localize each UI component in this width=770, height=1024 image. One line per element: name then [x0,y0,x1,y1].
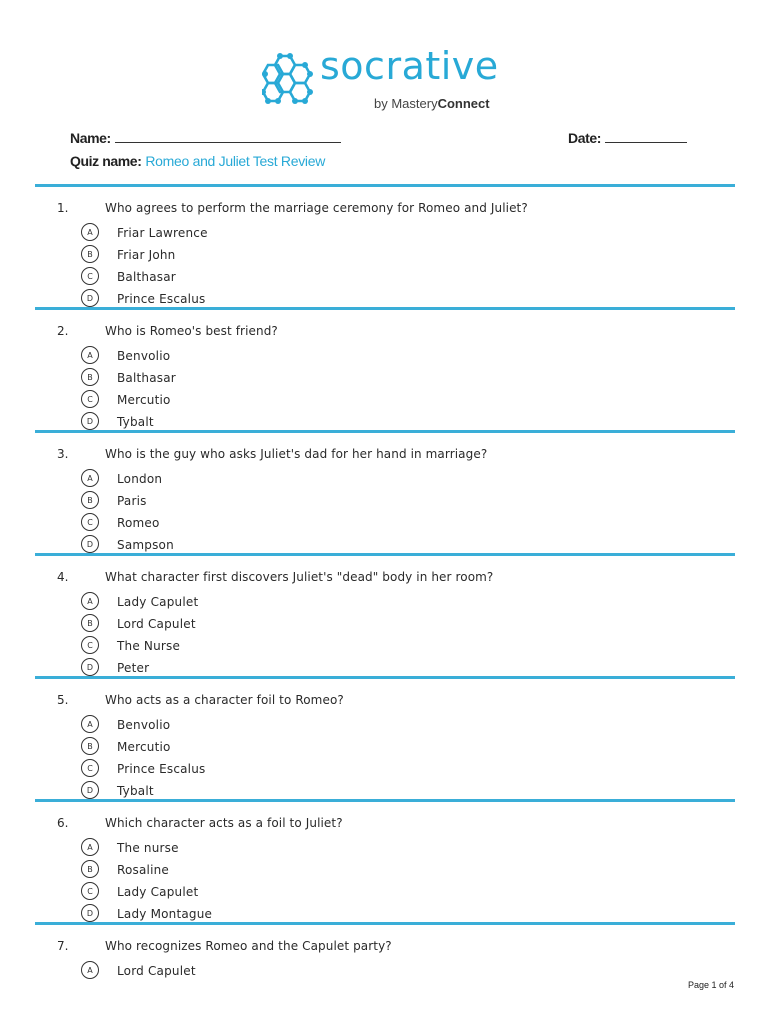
answer-option[interactable] [0,864,770,884]
answer-option[interactable] [0,473,770,493]
section-divider [35,430,735,433]
name-blank[interactable] [115,130,341,143]
answer-option[interactable] [0,640,770,660]
section-divider [35,184,735,187]
answer-label: Lord Capulet [117,964,196,978]
name-label: Name: [70,130,111,146]
question-number: 3. [57,447,69,461]
answer-option[interactable] [0,539,770,559]
answer-bubble[interactable]: D [81,781,99,799]
answer-bubble[interactable]: A [81,715,99,733]
answer-option[interactable] [0,785,770,805]
answer-bubble[interactable]: C [81,636,99,654]
answer-label: Friar John [117,248,176,262]
answer-option[interactable] [0,293,770,313]
logo-byline: by MasteryConnect [374,96,490,111]
answer-label: Paris [117,494,147,508]
date-blank[interactable] [605,130,687,143]
answer-option[interactable] [0,227,770,247]
answer-bubble[interactable]: B [81,368,99,386]
question-text: Who is the guy who asks Juliet's dad for her hand in marriage? [105,447,488,461]
socrative-logo [262,44,512,120]
question-text: Who is Romeo's best friend? [105,324,278,338]
answer-bubble[interactable]: C [81,513,99,531]
answer-bubble[interactable]: B [81,614,99,632]
answer-label: Peter [117,661,150,675]
section-divider [35,676,735,679]
quiz-name-label: Quiz name: [70,153,142,169]
answer-label: Sampson [117,538,174,552]
answer-label: Prince Escalus [117,292,206,306]
question-text: Who acts as a character foil to Romeo? [105,693,344,707]
answer-label: Prince Escalus [117,762,206,776]
answer-option[interactable] [0,842,770,862]
answer-bubble[interactable]: C [81,267,99,285]
answer-option[interactable] [0,965,770,985]
answer-option[interactable] [0,416,770,436]
answer-bubble[interactable]: B [81,737,99,755]
answer-label: Lady Capulet [117,885,199,899]
answer-bubble[interactable]: C [81,759,99,777]
answer-label: The Nurse [117,639,181,653]
question-number: 4. [57,570,69,584]
hexagon-cluster-icon [262,52,316,108]
answer-label: Romeo [117,516,160,530]
question-number: 6. [57,816,69,830]
answer-label: Balthasar [117,371,176,385]
section-divider [35,922,735,925]
answer-option[interactable] [0,271,770,291]
section-divider [35,799,735,802]
answer-option[interactable] [0,662,770,682]
date-label: Date: [568,130,602,146]
answer-bubble[interactable]: D [81,412,99,430]
answer-option[interactable] [0,249,770,269]
answer-option[interactable] [0,618,770,638]
name-field [70,130,341,146]
logo-wordmark: socrative [320,44,499,88]
question-number: 2. [57,324,69,338]
answer-option[interactable] [0,495,770,515]
section-divider [35,553,735,556]
quiz-name-value: Romeo and Juliet Test Review [145,153,326,169]
answer-bubble[interactable]: D [81,658,99,676]
answer-option[interactable] [0,886,770,906]
answer-bubble[interactable]: D [81,904,99,922]
answer-option[interactable] [0,741,770,761]
answer-label: Rosaline [117,863,170,877]
answer-label: Lord Capulet [117,617,196,631]
question-number: 5. [57,693,69,707]
answer-bubble[interactable]: A [81,346,99,364]
answer-bubble[interactable]: B [81,491,99,509]
answer-label: Lady Montague [117,907,213,921]
answer-option[interactable] [0,908,770,928]
answer-option[interactable] [0,517,770,537]
answer-option[interactable] [0,372,770,392]
date-field [568,130,687,146]
answer-bubble[interactable]: A [81,469,99,487]
answer-bubble[interactable]: A [81,592,99,610]
answer-label: Benvolio [117,349,171,363]
answer-option[interactable] [0,719,770,739]
answer-bubble[interactable]: D [81,535,99,553]
answer-label: Benvolio [117,718,171,732]
answer-label: Lady Capulet [117,595,199,609]
question-text: Who agrees to perform the marriage ceremony for Romeo and Juliet? [105,201,528,215]
answer-bubble[interactable]: A [81,838,99,856]
answer-label: The nurse [117,841,179,855]
answer-bubble[interactable]: D [81,289,99,307]
answer-option[interactable] [0,394,770,414]
answer-bubble[interactable]: C [81,390,99,408]
quiz-name [70,153,325,169]
question-number: 7. [57,939,69,953]
question-text: Which character acts as a foil to Juliet? [105,816,343,830]
section-divider [35,307,735,310]
answer-label: Friar Lawrence [117,226,208,240]
answer-option[interactable] [0,350,770,370]
question-text: Who recognizes Romeo and the Capulet party? [105,939,392,953]
answer-label: Mercutio [117,740,171,754]
answer-bubble[interactable]: C [81,882,99,900]
answer-option[interactable] [0,596,770,616]
answer-option[interactable] [0,763,770,783]
answer-label: Tybalt [117,784,154,798]
answer-bubble[interactable]: A [81,223,99,241]
answer-label: Mercutio [117,393,171,407]
page-number: Page 1 of 4 [687,980,734,990]
answer-bubble[interactable]: B [81,860,99,878]
answer-label: Balthasar [117,270,176,284]
answer-label: London [117,472,163,486]
answer-bubble[interactable]: B [81,245,99,263]
question-number: 1. [57,201,69,215]
answer-bubble[interactable]: A [81,961,99,979]
question-text: What character first discovers Juliet's "dead" body in her room? [105,570,494,584]
answer-label: Tybalt [117,415,154,429]
